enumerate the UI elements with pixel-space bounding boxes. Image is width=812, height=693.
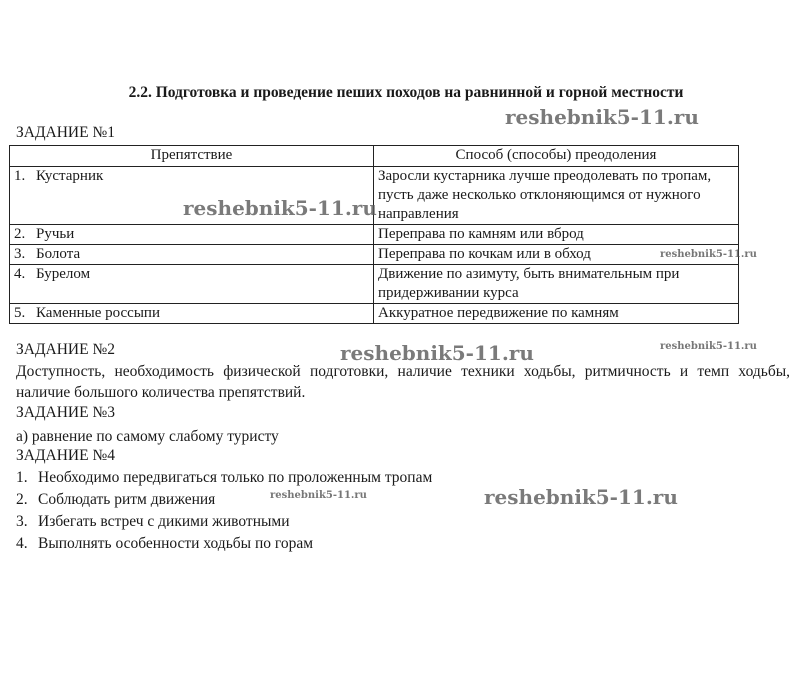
method-cell: Переправа по кочкам или в обход (374, 245, 739, 265)
item-number: 2. (16, 491, 28, 508)
table-row (10, 225, 739, 245)
method-cell: Движение по азимуту, быть внимательным при придерживании курса (374, 265, 739, 304)
row-number: 5. (14, 305, 26, 321)
watermark: reshebnik5-11.ru (270, 490, 367, 501)
watermark: reshebnik5-11.ru (340, 341, 534, 365)
row-number: 2. (14, 226, 26, 242)
obstacle-cell (10, 245, 374, 265)
row-number: 4. (14, 266, 26, 282)
table-row (10, 304, 739, 324)
task4-list (16, 467, 432, 555)
obstacle-text: Кустарник (36, 168, 104, 184)
obstacles-table (9, 145, 739, 324)
task2-text: Доступность, необходимость физической подготовки, наличие техники ходьбы, ритмичность и темп ходьбы, наличие большого количества препятствий. (16, 363, 790, 401)
item-text: Необходимо передвигаться только по проложенным тропам (38, 469, 433, 486)
item-text: Избегать встреч с дикими животными (38, 513, 290, 530)
method-cell: Аккуратное передвижение по камням (374, 304, 739, 324)
watermark: reshebnik5-11.ru (660, 341, 757, 352)
watermark: reshebnik5-11.ru (484, 485, 678, 509)
header-method: Способ (способы) преодоления (374, 146, 739, 167)
item-text: Соблюдать ритм движения (38, 491, 216, 508)
obstacle-text: Бурелом (36, 266, 91, 282)
method-cell: Переправа по камням или вброд (374, 225, 739, 245)
obstacle-cell (10, 167, 374, 225)
obstacle-cell (10, 265, 374, 304)
task1-label: ЗАДАНИЕ №1 (16, 124, 115, 141)
list-item (16, 467, 432, 489)
watermark: reshebnik5-11.ru (660, 249, 757, 260)
task3-label: ЗАДАНИЕ №3 (16, 404, 115, 421)
table-row (10, 167, 739, 225)
header-obstacle: Препятствие (10, 146, 374, 167)
table-row (10, 265, 739, 304)
list-item (16, 489, 432, 511)
obstacle-text: Ручьи (36, 226, 75, 242)
watermark: reshebnik5-11.ru (505, 105, 699, 129)
row-number: 3. (14, 246, 26, 262)
obstacle-cell (10, 304, 374, 324)
watermark: reshebnik5-11.ru (183, 196, 377, 220)
row-number: 1. (14, 168, 26, 184)
list-item (16, 533, 432, 555)
method-cell: Заросли кустарника лучше преодолевать по тропам, пусть даже несколько отклоняющимся от нужного направления (374, 167, 739, 225)
table-header-row (10, 146, 739, 167)
item-text: Выполнять особенности ходьбы по горам (38, 535, 314, 552)
obstacle-text: Каменные россыпи (36, 305, 160, 321)
task3-text: а) равнение по самому слабому туристу (16, 428, 279, 445)
list-item (16, 511, 432, 533)
item-number: 1. (16, 469, 28, 486)
page-title: 2.2. Подготовка и проведение пеших походов на равнинной и горной местности (128, 84, 684, 101)
item-number: 3. (16, 513, 28, 530)
item-number: 4. (16, 535, 28, 552)
obstacle-text: Болота (36, 246, 81, 262)
task4-label: ЗАДАНИЕ №4 (16, 447, 115, 464)
table-row (10, 245, 739, 265)
obstacle-cell (10, 225, 374, 245)
task2-label: ЗАДАНИЕ №2 (16, 341, 115, 358)
